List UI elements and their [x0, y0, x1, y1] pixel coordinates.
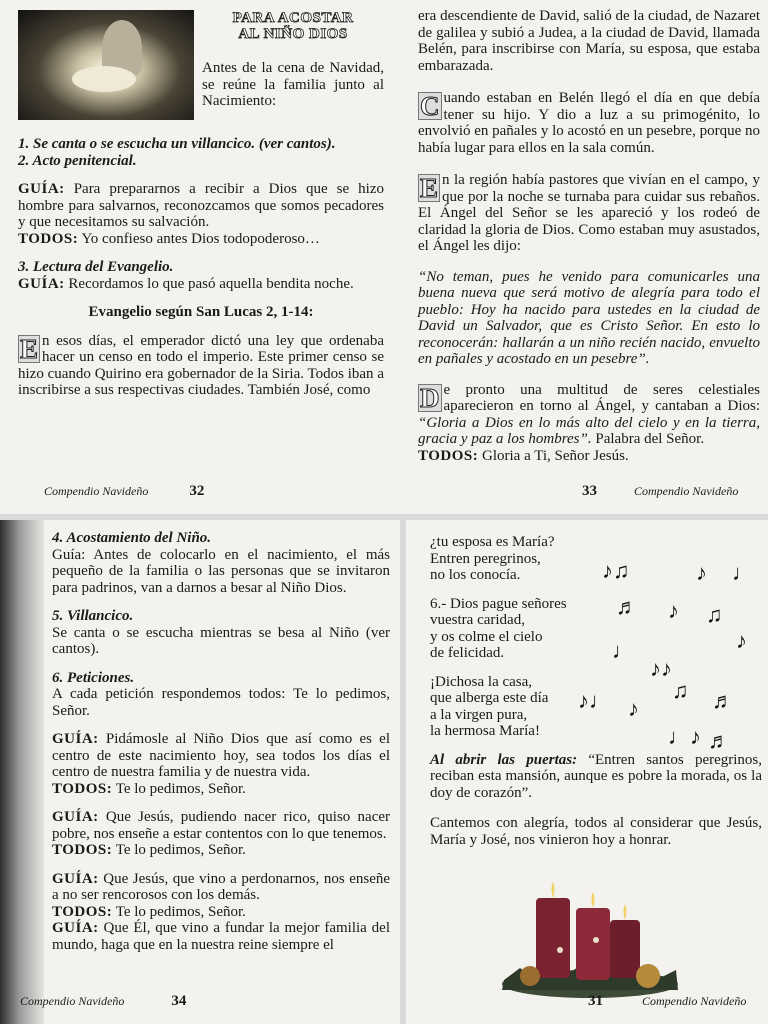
- paragraph: C uando estaban en Belén llegó el día en que debía tener su hijo. Y dio a luz a su primogénito, lo envolvió en pañales y lo acostó en un pesebre, porque no había lugar para ellos en la sala común.: [418, 90, 760, 156]
- todos-response: TODOS: Te lo pedimos, Señor.: [52, 842, 246, 858]
- footer: Compendio Navideño 34: [20, 993, 187, 1009]
- song-verse: ¿tu esposa es María? Entren peregrinos, no los conocía.: [430, 534, 555, 583]
- closing-text: Cantemos con alegría, todos al considerar que Jesús, María y José, nos vinieron hoy a honrar.: [430, 815, 762, 848]
- page-number: 31: [588, 993, 603, 1009]
- guia-petition: GUÍA: Que Jesús, que vino a perdonarnos, nos enseñe a no ser rencorosos con los demás.: [52, 870, 391, 903]
- gospel-text: E n esos días, el emperador dictó una ley que ordenaba hacer un censo en todo el imperio. Este primer censo se hizo cuando Quirino era gobernador de la Siria. Todos iban a inscribirse a sus respectivas ciudades. También José, como: [18, 332, 384, 398]
- step-6-text: A cada petición respondemos todos: Te lo pedimos, Señor.: [52, 686, 390, 719]
- step-3: 3. Lectura del Evangelio.: [18, 259, 174, 275]
- footer: Compendio Navideño 32: [44, 483, 205, 499]
- page-33: [396, 0, 768, 514]
- angel-quote: “No teman, pues he venido para comunicarles una buena nueva que será motivo de alegría para todo el pueblo: Hoy ha nacido para ustedes en la ciudad de David un Salvador, que es Cristo Señor. En esto lo reconocerán: hallarán a un niño recién nacido, envuelto en pañales y acostado en un pesebre”.: [418, 268, 760, 367]
- page-number: 34: [171, 993, 187, 1009]
- paragraph: D e pronto una multitud de seres celestiales aparecieron en torno al Ángel, y cantaban a Dios: “Gloria a Dios en lo más alto del cielo y en la tierra, gracia y paz a los hombres”. Palabra del Señor.: [418, 381, 760, 447]
- christmas-candles-icon: [500, 880, 680, 1000]
- paragraph: era descendiente de David, salió de la ciudad, de Nazaret de galilea y subió a Judea, a la ciudad de David, llamada Belén, para inscribirse con María, su esposa, que estaba embarazada.: [418, 8, 760, 74]
- drop-cap: C: [420, 91, 440, 121]
- page-31: ¿tu esposa es María? Entren peregrinos, no los conocía. 6.- Dios pague señores vuestra caridad, y os colme el cielo de felicidad. ¡Dichosa la casa, que alberga este día a la virgen pura, la hermosa María! Al abrir las puertas: “Entren santos peregrinos, reciban esta mansión, aunque es pobre la morada, os la doy de corazón”. Cantemos con alegría, todos al considerar que Jesús, María y José, nos vinieron hoy a honrar. ♪♫ ♪ ♩ ♬ ♪ ♫ ♪ ♩ ♪♪ ♫ ♪♩ ♪ ♬ ♩♪ ♬ 31 Compendio Navideño: [406, 520, 768, 1024]
- step-2: 2. Acto penitencial.: [18, 152, 137, 169]
- page-number: 33: [582, 483, 597, 499]
- todos-response: TODOS: Te lo pedimos, Señor.: [52, 780, 246, 797]
- paragraph: E n la región había pastores que vivían en el campo, y que por la noche se turnaba para cuidar sus rebaños. El Ángel del Señor se les apareció y los rodeó de claridad la gloria de Dios. Como estaban muy asustados, el Ángel les dijo:: [418, 172, 760, 254]
- page-32: [0, 0, 396, 514]
- step-4: 4. Acostamiento del Niño.: [52, 530, 212, 546]
- guia-petition: GUÍA: Pidámosle al Niño Dios que así como es el centro de este nacimiento hoy, sea todos los días el centro de nuestra familia y de nuestra vida.: [52, 731, 390, 780]
- page-34: [0, 520, 400, 1024]
- todos-response: TODOS: Te lo pedimos, Señor.: [52, 903, 246, 920]
- page-number: 32: [189, 483, 205, 499]
- guia-petition: GUÍA: Que Jesús, pudiendo nacer rico, quiso nacer pobre, nos enseñe a estar contentos con lo que tenemos.: [52, 809, 391, 842]
- nativity-image: [18, 10, 194, 120]
- intro-text: Antes de la cena de Navidad, se reúne la familia junto al Nacimiento:: [202, 60, 384, 109]
- gospel-title: Evangelio según San Lucas 2, 1-14:: [88, 304, 314, 320]
- step-5-text: Se canta o se escucha mientras se besa al Niño (ver cantos).: [52, 624, 390, 657]
- drop-cap: D: [420, 382, 440, 413]
- step-6: 6. Peticiones.: [52, 669, 135, 686]
- drop-cap: E: [420, 173, 439, 203]
- song-verse: 6.- Dios pague señores vuestra caridad, y os colme el cielo de felicidad.: [430, 595, 567, 661]
- step-5: 5. Villancico.: [52, 608, 134, 624]
- todos-response: TODOS: Yo confieso antes Dios todopoderoso…: [18, 230, 320, 247]
- guia-petition: GUÍA: Que Él, que vino a fundar la mejor familia del mundo, haga que en la nuestra reine siempre el: [52, 920, 391, 953]
- song-verse: ¡Dichosa la casa, que alberga este día a la virgen pura, la hermosa María!: [430, 673, 549, 739]
- footer: 31 Compendio Navideño: [588, 993, 747, 1009]
- guia-prayer: GUÍA: Para prepararnos a recibir a Dios que se hizo hombre para salvarnos, reconozcamos que somos pecadores y que necesitamos su salvación.: [18, 181, 384, 230]
- guia-reading: GUÍA: Recordamos lo que pasó aquella bendita noche.: [18, 275, 354, 292]
- drop-cap: E: [20, 333, 39, 364]
- step-1: 1. Se canta o se escucha un villancico. (ver cantos).: [18, 136, 336, 152]
- todos-response: TODOS: Gloria a Ti, Señor Jesús.: [418, 447, 629, 464]
- page-title: PARA ACOSTAR AL NIÑO DIOS: [232, 10, 354, 42]
- doors-instruction: Al abrir las puertas: “Entren santos peregrinos, reciban esta mansión, aunque es pobre la morada, os la doy de corazón”.: [430, 751, 763, 801]
- step-4-text: Guía: Antes de colocarlo en el nacimiento, el más pequeño de la familia o las personas que se invitaron para padrinos, van a darnos a besar al Niño Dios.: [52, 546, 390, 596]
- binding-shadow: [0, 520, 44, 1024]
- footer: 33 Compendio Navideño: [582, 483, 739, 499]
